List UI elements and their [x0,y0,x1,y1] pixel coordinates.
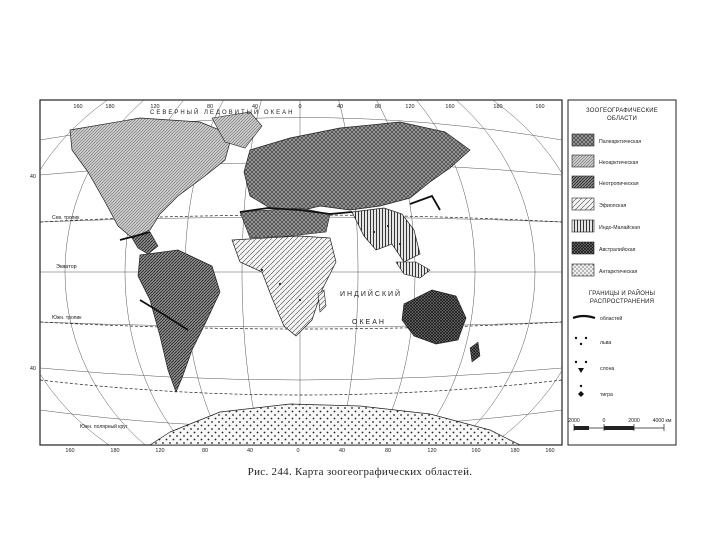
indian-ocean-label-1: ИНДИЙСКИЙ [340,291,403,298]
lon-bottom: 160 [471,448,481,454]
lon-bottom: 80 [384,448,392,454]
tropic-cancer-label: Сев. тропик [52,215,80,221]
swatch-neotropical [572,176,594,188]
lon-bottom: 0 [296,448,300,454]
swatch-indomalayan [572,220,594,232]
lon-top: 160 [535,104,545,110]
lon-bottom: 160 [65,448,75,454]
legend-item-label: Австралийская [599,247,636,253]
legend-item-label: Антарктическая [599,269,638,275]
arctic-ocean-label: СЕВЕРНЫЙ ЛЕДОВИТЫЙ ОКЕАН [150,110,295,116]
legend-item-label: областей [600,316,623,322]
lon-top: 160 [445,104,455,110]
lon-bottom: 180 [110,448,120,454]
legend-title: ОБЛАСТИ [607,116,637,122]
lon-bottom: 120 [155,448,165,454]
legend-item-label: Палеарктическая [599,139,642,145]
legend-item-label: Индо-Малайская [599,225,640,231]
lat-label: 40 [29,174,36,180]
bottom-longitude-labels [65,448,554,454]
borders-title: РАСПРОСТРАНЕНИЯ [589,299,655,305]
legend-item-label: льва [600,340,612,346]
lon-bottom: 40 [246,448,254,454]
tropic-capricorn-label: Южн. тропик [52,315,82,321]
lat-label: 40 [29,366,36,372]
lon-bottom: 80 [201,448,209,454]
swatch-nearctic [572,155,594,167]
lon-bottom: 160 [545,448,555,454]
equator-label: Экватор [56,264,77,270]
scale-label: 2000 [568,418,580,424]
swatch-ethiopian [572,198,594,210]
swatch-palearctic [572,134,594,146]
lon-bottom: 40 [338,448,346,454]
lon-top: 80 [374,104,382,110]
legend-item-label: Неотропическая [599,181,639,187]
legend-item-label: Эфиопская [599,203,627,209]
legend-item-label: Неоарктическая [599,160,639,166]
lon-bottom: 120 [427,448,437,454]
scale-label: 2000 [628,418,640,424]
scale-label: 0 [602,418,606,424]
lon-top: 160 [73,104,83,110]
borders-title: ГРАНИЦЫ И РАЙОНЫ [588,291,656,297]
indian-ocean-label-2: ОКЕАН [352,319,386,326]
lon-bottom: 180 [510,448,520,454]
swatch-australian [572,242,594,254]
lon-top: 120 [405,104,415,110]
lon-top: 120 [150,104,160,110]
scale-label: 4000 км [652,418,672,424]
lon-top: 180 [493,104,503,110]
legend-title: ЗООГЕОГРАФИЧЕСКИЕ [586,108,658,114]
legend-item-label: слона [600,366,615,372]
swatch-antarctic [572,264,594,276]
legend-item-label: тигра [600,392,613,398]
lon-top: 0 [298,104,302,110]
lon-top: 80 [206,104,214,110]
polar-circle-label: Южн. полярный круг [80,424,128,430]
lon-top: 180 [105,104,115,110]
lon-top: 40 [251,104,259,110]
lon-top: 40 [336,104,344,110]
figure-caption: Рис. 244. Карта зоогеографических областей. [247,466,473,478]
